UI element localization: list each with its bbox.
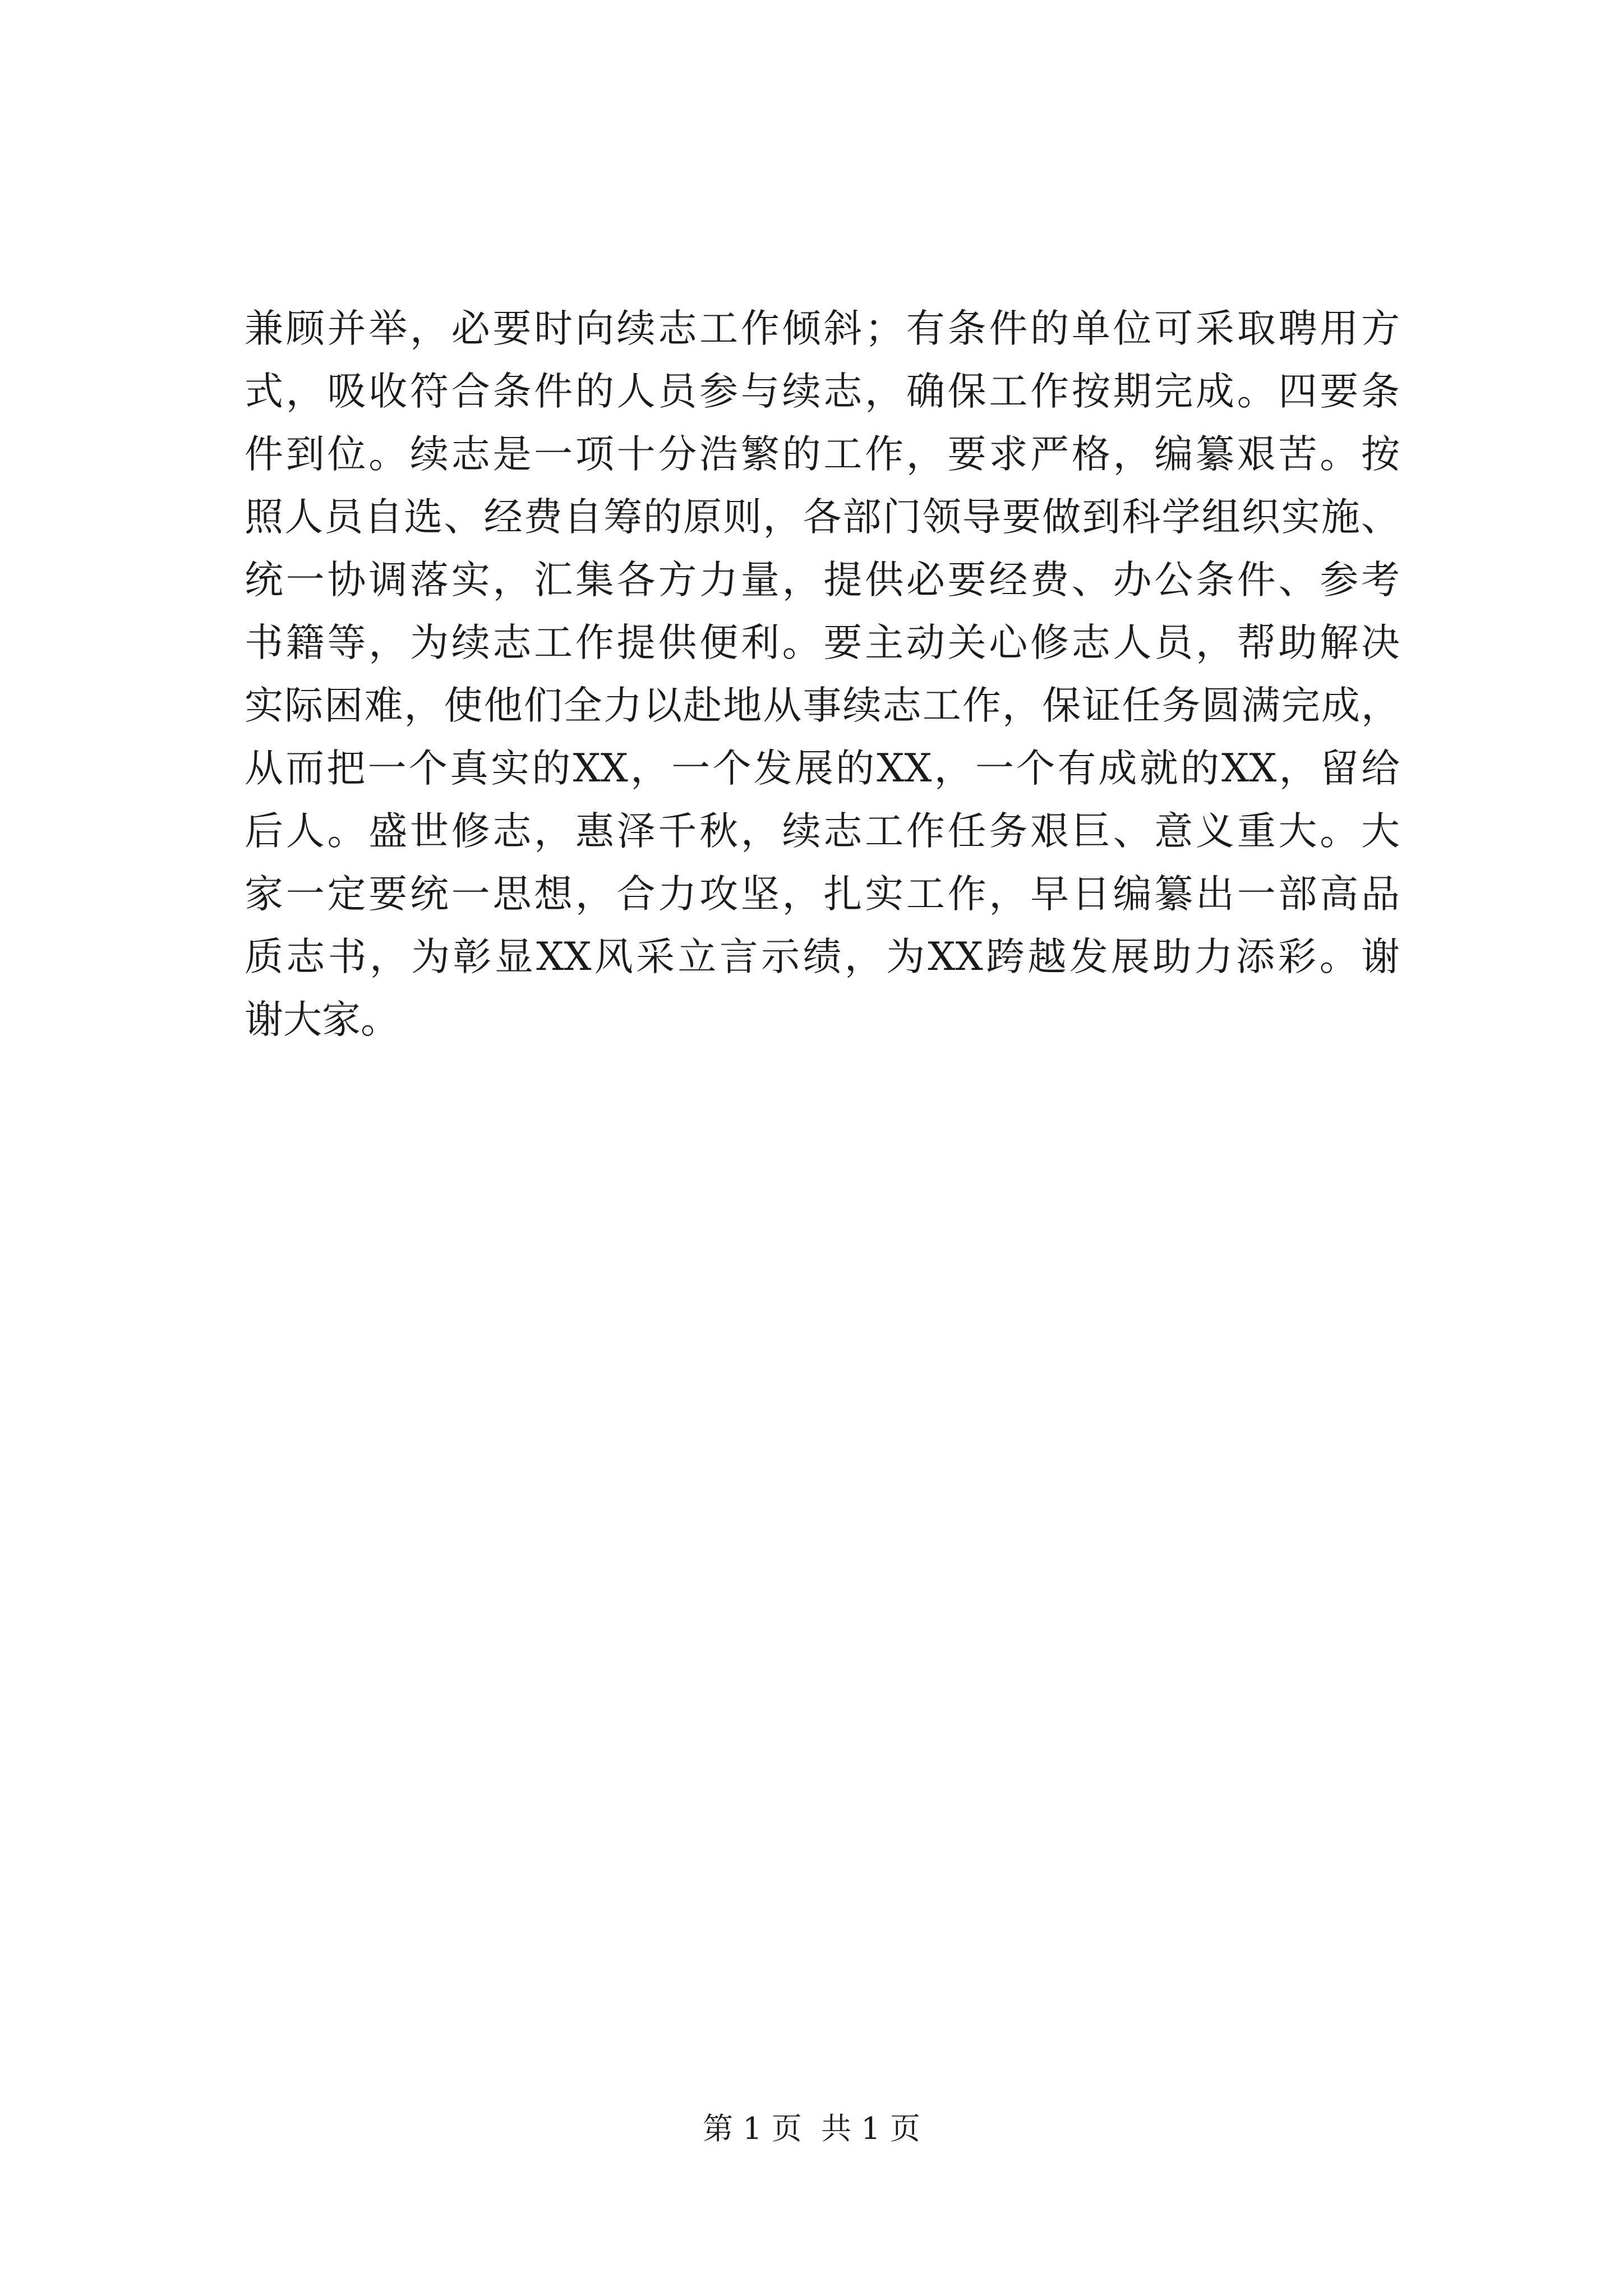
text-line: 质志书，为彰显XX风采立言示绩，为XX跨越发展助力添彩。谢 <box>245 935 1400 979</box>
page-number-footer: 第 1 页 共 1 页 <box>703 2111 920 2146</box>
text-line: 后人。盛世修志，惠泽千秋，续志工作任务艰巨、意义重大。大 <box>245 809 1400 854</box>
body-text <box>245 297 1400 1051</box>
text-line: 式，吸收符合条件的人员参与续志，确保工作按期完成。四要条 <box>245 369 1400 414</box>
text-line: 谢大家。 <box>245 997 399 1042</box>
text-line: 件到位。续志是一项十分浩繁的工作，要求严格，编纂艰苦。按 <box>245 432 1400 477</box>
text-line: 书籍等，为续志工作提供便利。要主动关心修志人员，帮助解决 <box>245 620 1400 665</box>
text-line: 兼顾并举，必要时向续志工作倾斜；有条件的单位可采取聘用方 <box>245 306 1400 351</box>
text-line: 实际困难，使他们全力以赴地从事续志工作，保证任务圆满完成， <box>245 683 1400 728</box>
text-line: 家一定要统一思想，合力攻坚，扎实工作，早日编纂出一部高品 <box>245 872 1400 917</box>
text-line: 统一协调落实，汇集各方力量，提供必要经费、办公条件、参考 <box>245 558 1400 602</box>
text-line: 从而把一个真实的XX，一个发展的XX，一个有成就的XX，留给 <box>245 746 1400 791</box>
text-line: 照人员自选、经费自筹的原则，各部门领导要做到科学组织实施、 <box>245 495 1400 540</box>
